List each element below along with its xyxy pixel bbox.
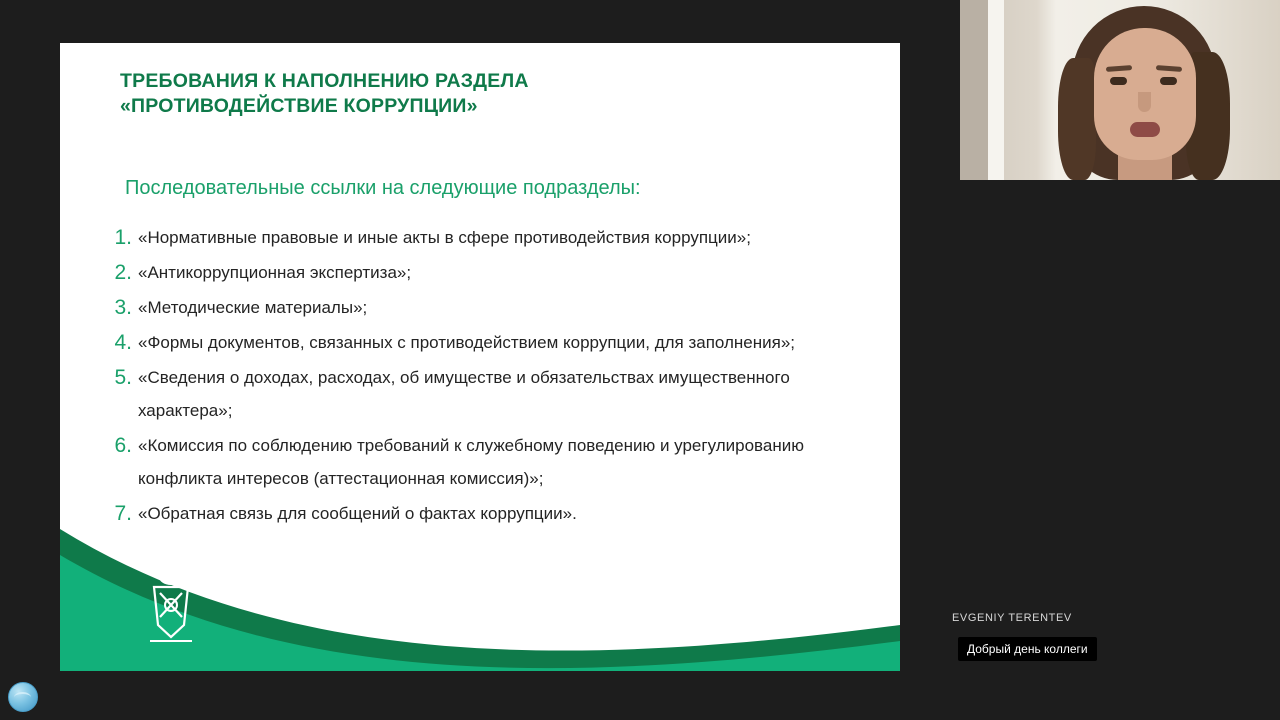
webcam-person-eye-left [1110, 77, 1127, 85]
webcam-person-hair-left [1058, 58, 1096, 180]
presentation-slide [60, 43, 900, 671]
list-item-text: «Формы документов, связанных с противодействием коррупции, для заполнения»; [138, 333, 796, 352]
list-item-number: 5. [114, 366, 132, 389]
list-item [98, 429, 888, 495]
list-item-text: «Сведения о доходах, расходах, об имуществе и обязательствах имущественного характера»; [138, 368, 790, 420]
list-item [98, 361, 888, 427]
webcam-doorframe [988, 0, 1004, 180]
slide-numbered-list [98, 221, 888, 532]
list-item-number: 6. [114, 434, 132, 457]
list-item-text: «Комиссия по соблюдению требований к служебному поведению и урегулированию конфликта интересов (аттестационная комиссия)»; [138, 436, 804, 488]
list-item-number: 2. [114, 261, 132, 284]
list-item-text: «Нормативные правовые и иные акты в сфере противодействия коррупции»; [138, 228, 751, 247]
list-item-text: «Обратная связь для сообщений о фактах коррупции». [138, 504, 577, 523]
state-emblem-icon [140, 565, 202, 649]
slide-title [120, 69, 840, 119]
list-item-text: «Методические материалы»; [138, 298, 368, 317]
speaker-name: EVGENIY TERENTEV [952, 612, 1072, 624]
list-item-number: 4. [114, 331, 132, 354]
webcam-video-tile[interactable] [960, 0, 1280, 180]
list-item [98, 256, 888, 289]
slide-title-line-2: «ПРОТИВОДЕЙСТВИЕ КОРРУПЦИИ» [120, 95, 478, 117]
list-item [98, 221, 888, 254]
chat-message-bubble: Добрый день коллеги [958, 637, 1097, 661]
list-item [98, 291, 888, 324]
slide-subtitle: Последовательные ссылки на следующие подразделы: [125, 177, 641, 199]
list-item-number: 3. [114, 296, 132, 319]
webcam-person-nose [1138, 92, 1151, 112]
webcam-background-left [960, 0, 988, 180]
slide-title-line-1: ТРЕБОВАНИЯ К НАПОЛНЕНИЮ РАЗДЕЛА [120, 70, 529, 92]
globe-icon[interactable] [8, 682, 38, 712]
webcam-person-eye-right [1160, 77, 1177, 85]
list-item-number: 1. [114, 226, 132, 249]
list-item-number: 7. [114, 502, 132, 525]
list-item [98, 326, 888, 359]
webcam-person-mouth [1130, 122, 1160, 137]
list-item-text: «Антикоррупционная экспертиза»; [138, 263, 412, 282]
